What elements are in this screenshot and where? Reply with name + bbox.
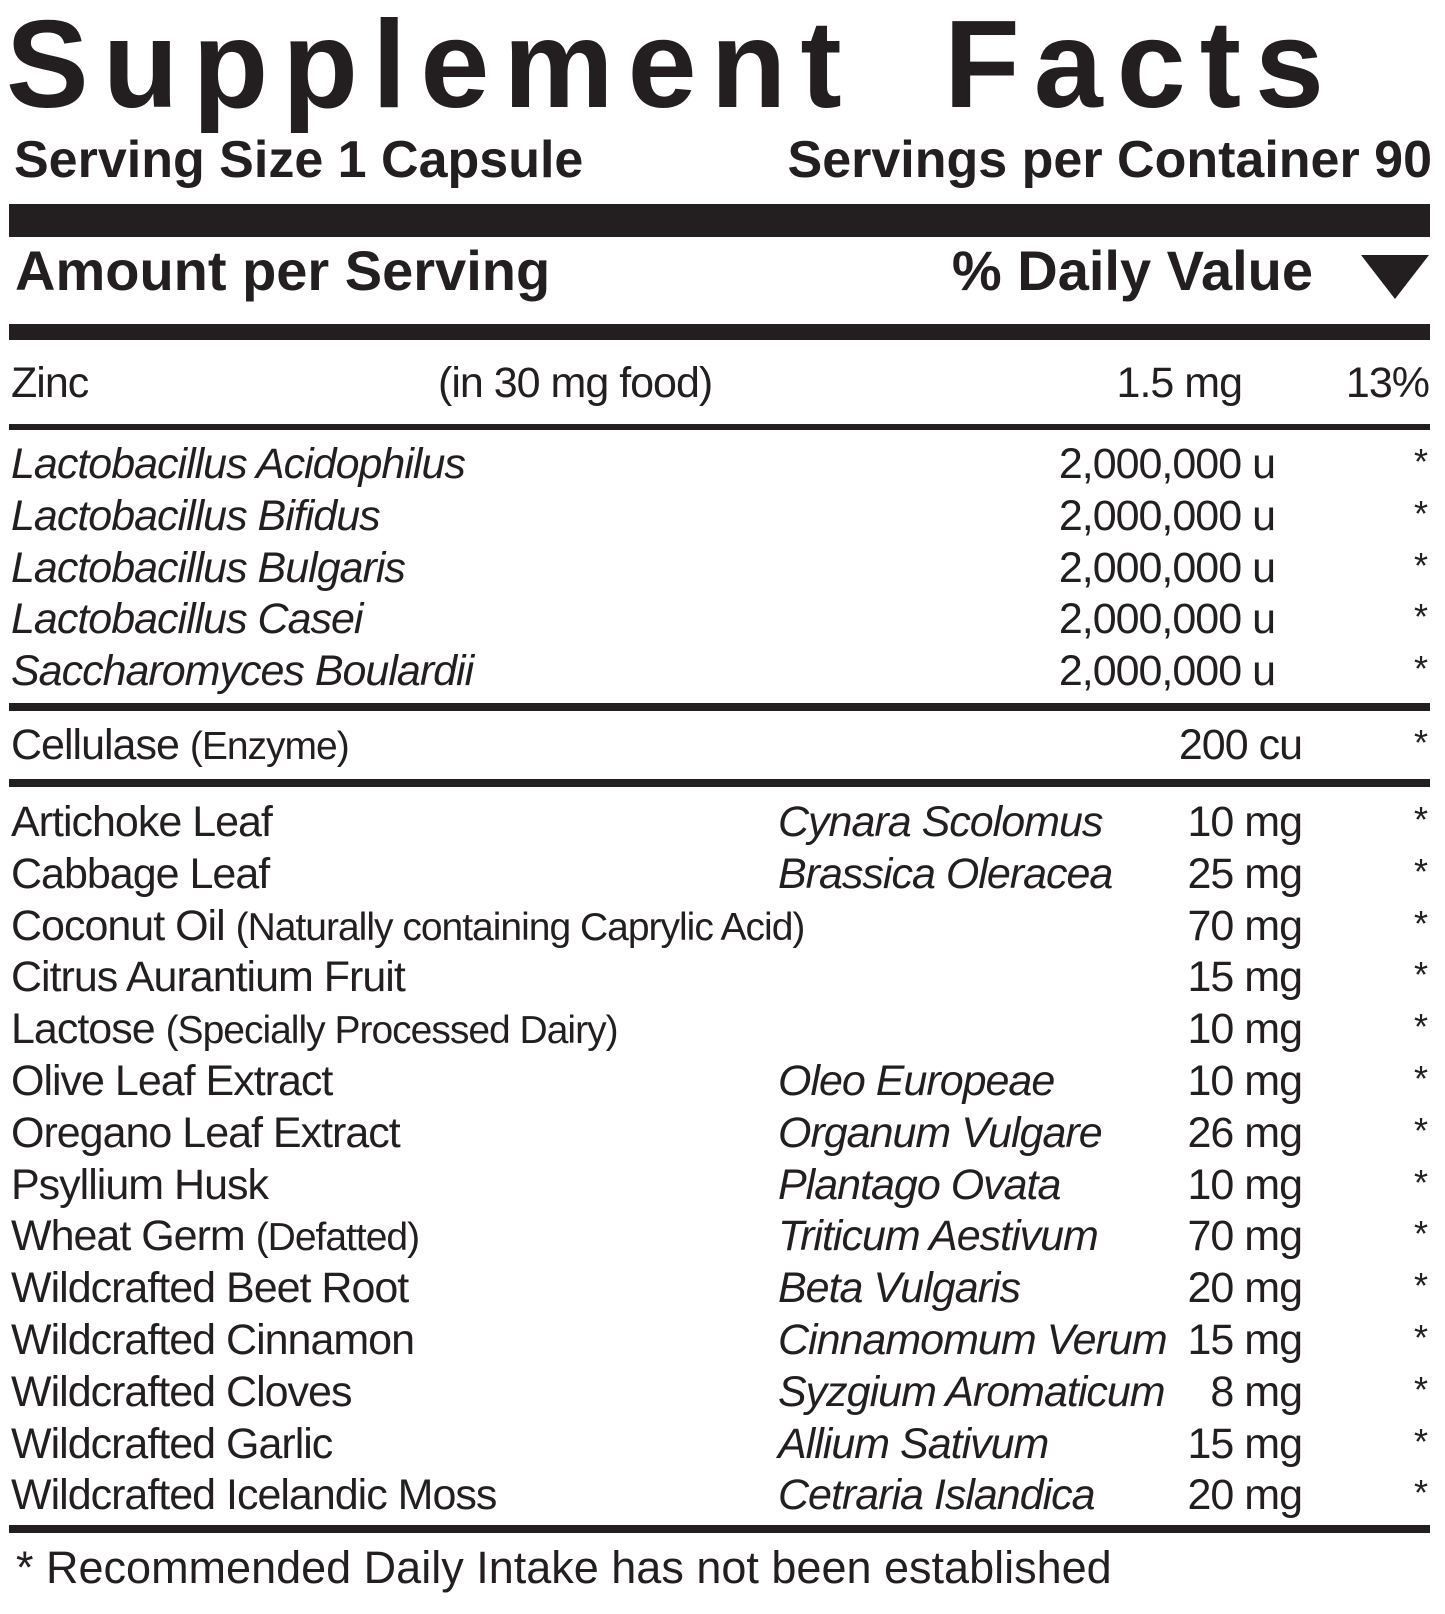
ingredient-name	[11, 1262, 408, 1314]
ingredient-name	[11, 796, 272, 848]
ingredient-row	[0, 1210, 1445, 1262]
ingredient-name: Lactobacillus Casei	[11, 595, 363, 644]
ingredient-daily-value: *	[1413, 1213, 1427, 1255]
ingredient-row	[0, 1107, 1445, 1159]
ingredient-name: Lactobacillus Bifidus	[11, 491, 380, 540]
probiotic-row	[0, 490, 1445, 542]
ingredient-amount: 2,000,000 u	[1058, 440, 1275, 488]
nutrient-daily-value: 13%	[1345, 359, 1429, 407]
ingredient-daily-value: *	[1413, 1420, 1427, 1462]
probiotic-row	[0, 542, 1445, 594]
nutrient-row-zinc	[0, 357, 1445, 409]
section-divider	[9, 1525, 1430, 1533]
medium-divider	[9, 324, 1430, 340]
ingredient-latin-name: Syzgium Aromaticum	[778, 1367, 1165, 1416]
ingredient-name	[11, 1003, 618, 1057]
ingredient-latin-name: Brassica Oleracea	[778, 849, 1113, 898]
ingredient-name	[11, 1418, 332, 1470]
ingredient-latin-name: Allium Sativum	[778, 1419, 1049, 1468]
ingredient-amount: 25 mg	[1187, 849, 1302, 898]
ingredient-name: Lactobacillus Bulgaris	[11, 543, 405, 592]
down-triangle-icon	[1361, 255, 1429, 299]
ingredient-daily-value: *	[1413, 1161, 1427, 1203]
ingredient-name-text: Wheat Germ	[11, 1212, 245, 1261]
ingredient-latin-name: Cynara Scolomus	[778, 798, 1103, 846]
ingredient-amount: 20 mg	[1187, 1264, 1302, 1313]
ingredient-row	[0, 1262, 1445, 1314]
ingredient-qualifier: (Naturally containing Caprylic Acid)	[235, 905, 805, 949]
ingredient-name	[11, 900, 804, 954]
nutrient-name: Zinc	[11, 359, 89, 407]
ingredient-name-text: Wildcrafted Cinnamon	[11, 1316, 415, 1364]
ingredient-row	[0, 1418, 1445, 1470]
ingredient-name-text: Psyllium Husk	[11, 1160, 268, 1209]
ingredient-name	[11, 1055, 332, 1107]
nutrient-note: (in 30 mg food)	[438, 359, 713, 407]
nutrient-amount: 1.5 mg	[1116, 359, 1242, 407]
ingredient-amount: 15 mg	[1187, 1419, 1302, 1468]
ingredient-name-text: Artichoke Leaf	[11, 798, 272, 846]
ingredient-name	[11, 951, 405, 1003]
ingredient-daily-value: *	[1413, 596, 1427, 638]
ingredient-amount: 2,000,000 u	[1058, 595, 1275, 644]
ingredient-amount: 70 mg	[1187, 901, 1302, 950]
ingredient-amount: 20 mg	[1187, 1471, 1302, 1520]
ingredient-row	[0, 900, 1445, 952]
ingredient-name-text: Wildcrafted Cloves	[11, 1367, 352, 1416]
ingredient-row	[0, 1159, 1445, 1211]
ingredient-daily-value: *	[1413, 1317, 1427, 1358]
ingredient-name: Saccharomyces Boulardii	[11, 647, 474, 696]
ingredient-amount: 10 mg	[1187, 798, 1302, 846]
ingredient-amount: 10 mg	[1187, 1005, 1302, 1054]
ingredient-daily-value: *	[1413, 1472, 1427, 1514]
ingredient-daily-value: *	[1413, 902, 1427, 944]
ingredient-daily-value: *	[1413, 1368, 1427, 1410]
ingredient-amount: 26 mg	[1187, 1108, 1302, 1157]
ingredient-name-text: Wildcrafted Icelandic Moss	[11, 1471, 497, 1520]
ingredient-daily-value: *	[1413, 544, 1427, 586]
amount-per-serving-header: Amount per Serving	[15, 239, 551, 302]
ingredient-latin-name: Cetraria Islandica	[778, 1471, 1095, 1520]
ingredient-row	[0, 796, 1445, 848]
ingredient-row	[0, 1003, 1445, 1055]
section-divider	[9, 779, 1430, 787]
nutrient-row-enzyme	[0, 719, 1445, 771]
ingredient-daily-value: *	[1413, 1058, 1427, 1099]
ingredient-latin-name: Beta Vulgaris	[778, 1264, 1020, 1313]
section-divider	[9, 703, 1430, 711]
ingredient-latin-name: Triticum Aestivum	[778, 1212, 1098, 1261]
ingredient-latin-name: Cinnamomum Verum	[778, 1316, 1167, 1364]
ingredient-latin-name: Plantago Ovata	[778, 1160, 1061, 1209]
nutrient-daily-value: *	[1413, 722, 1427, 763]
ingredient-row	[0, 1366, 1445, 1418]
ingredient-row	[0, 848, 1445, 900]
ingredient-name	[11, 848, 269, 900]
ingredient-amount: 15 mg	[1187, 1316, 1302, 1364]
ingredient-amount: 8 mg	[1210, 1367, 1302, 1416]
ingredient-name: Lactobacillus Acidophilus	[11, 440, 465, 488]
ingredient-name-text: Wildcrafted Beet Root	[11, 1264, 409, 1313]
probiotic-row	[0, 645, 1445, 697]
probiotic-row	[0, 593, 1445, 645]
ingredient-name-text: Olive Leaf Extract	[11, 1057, 333, 1105]
ingredient-amount: 2,000,000 u	[1058, 647, 1275, 696]
section-divider	[9, 424, 1430, 430]
thick-divider	[9, 204, 1430, 237]
ingredient-name	[11, 1210, 419, 1264]
ingredient-name	[11, 1469, 496, 1521]
ingredient-daily-value: *	[1413, 1265, 1427, 1307]
nutrient-name: Cellulase (Enzyme)	[11, 721, 349, 769]
servings-per-container: Servings per Container 90	[787, 131, 1432, 189]
ingredient-row	[0, 1469, 1445, 1521]
daily-value-header: % Daily Value	[951, 239, 1313, 302]
footnote: * Recommended Daily Intake has not been established	[16, 1542, 1112, 1593]
ingredient-name-text: Citrus Aurantium Fruit	[11, 953, 405, 1002]
ingredient-row	[0, 951, 1445, 1003]
ingredient-amount: 2,000,000 u	[1058, 543, 1275, 592]
label-title: Supplement Facts	[6, 0, 1338, 134]
ingredient-name	[11, 1159, 268, 1211]
ingredient-row	[0, 1314, 1445, 1366]
ingredient-amount: 10 mg	[1187, 1160, 1302, 1209]
ingredient-name-text: Wildcrafted Garlic	[11, 1419, 333, 1468]
probiotic-row	[0, 438, 1445, 490]
ingredient-name-text: Coconut Oil	[11, 901, 225, 950]
ingredient-row	[0, 1055, 1445, 1107]
ingredient-daily-value: *	[1413, 441, 1427, 482]
ingredient-qualifier: (Defatted)	[255, 1216, 420, 1260]
ingredient-name-text: Lactose	[11, 1005, 155, 1054]
ingredient-latin-name: Oleo Europeae	[778, 1057, 1055, 1105]
ingredient-daily-value: *	[1413, 850, 1427, 892]
ingredient-name	[11, 1107, 400, 1159]
ingredient-amount: 10 mg	[1187, 1057, 1302, 1105]
ingredient-name	[11, 1314, 414, 1366]
ingredient-daily-value: *	[1413, 799, 1427, 840]
ingredient-daily-value: *	[1413, 648, 1427, 690]
ingredient-amount: 70 mg	[1187, 1212, 1302, 1261]
ingredient-daily-value: *	[1413, 492, 1427, 534]
ingredient-name-text: Oregano Leaf Extract	[11, 1108, 400, 1157]
ingredient-qualifier: (Specially Processed Dairy)	[165, 1009, 618, 1053]
ingredient-amount: 15 mg	[1187, 953, 1302, 1002]
ingredient-daily-value: *	[1413, 954, 1427, 996]
ingredient-daily-value: *	[1413, 1006, 1427, 1048]
serving-size: Serving Size 1 Capsule	[14, 131, 584, 189]
ingredient-amount: 2,000,000 u	[1058, 491, 1275, 540]
nutrient-amount: 200 cu	[1178, 721, 1302, 769]
ingredient-daily-value: *	[1413, 1109, 1427, 1151]
ingredient-latin-name: Organum Vulgare	[778, 1108, 1102, 1157]
ingredient-name	[11, 1366, 351, 1418]
ingredient-name-text: Cabbage Leaf	[11, 849, 270, 898]
